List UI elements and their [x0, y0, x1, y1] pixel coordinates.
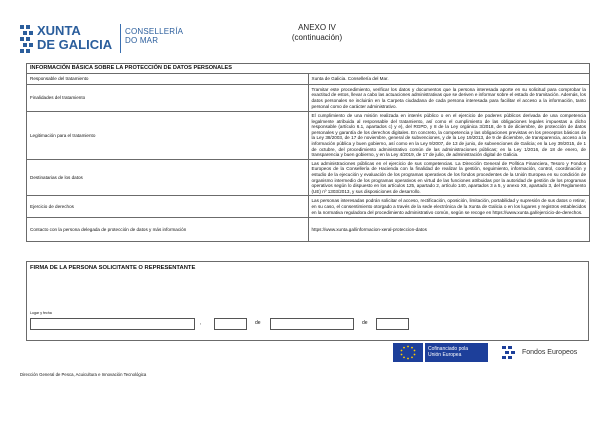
logo-divider	[120, 24, 121, 53]
xunta-logo	[20, 23, 120, 55]
de-separator: de	[255, 320, 261, 326]
row-label: Responsable del tratamiento	[27, 74, 309, 85]
eu-flag-icon	[393, 343, 423, 362]
month-input[interactable]	[270, 318, 354, 330]
day-input[interactable]	[214, 318, 247, 330]
row-label: Destinatarias de los datos	[27, 159, 309, 196]
de-separator: de	[362, 320, 368, 326]
table-row	[27, 196, 590, 218]
table-row	[27, 85, 590, 112]
eu-line1: Cofinanciado pola	[428, 346, 469, 352]
fondos-emblem-icon	[500, 343, 520, 362]
eu-cofinancing-logo	[393, 343, 488, 362]
row-value[interactable]: https://www.xunta.gal/informacion-xeral-proteccion-datos	[308, 218, 590, 242]
table-row	[27, 74, 590, 85]
place-date-label: Lugar y fecha	[30, 311, 52, 315]
table-title: INFORMACIÓN BÁSICA SOBRE LA PROTECCIÓN DE DATOS PERSONALES	[27, 64, 590, 74]
direction-footer: Dirección General de Pesca, Acuicultura e Innovación Tecnológica	[20, 372, 147, 377]
logo-line2: DE GALICIA	[37, 37, 113, 52]
eu-line2: Unión Europea	[428, 352, 462, 358]
row-value: El cumplimiento de una misión realizada en interés público o en el ejercicio de poderes públicos derivada de una competencia legalmente atribuida al responsable del tratamiento, así como el cumplimiento de las obligaciones legales impuestas a dicho responsable (artículo 6.1, apartados c) y e), del RGPD, y 8 de la Ley orgánica 3/2018, de 5 de diciembre, de protección de datos personales y garantía de los derechos digitales. En concreto, la competencia y las obligaciones previstas en los preceptos básicos de la Ley 38/2003, de 17 de noviembre, general de subvenciones, y de la Ley 19/2013, de 9 de diciembre, de transparencia, acceso a la información pública y buen gobierno, así como en la Ley 9/2007, de 13 de junio, de subvenciones de Galicia; en la Ley 39/2015, de 1 de octubre, del procedimiento administrativo común de las administraciones públicas; en la Ley 1/2016, de 18 de enero, de transparencia y buen gobierno, y en la Ley 4/2019, de 17 de julio, de administración digital de Galicia.	[308, 112, 590, 160]
year-input[interactable]	[376, 318, 409, 330]
row-value: Xunta de Galicia. Consellería del Mar.	[308, 74, 590, 85]
department-name	[125, 27, 183, 45]
dept-line2: DO MAR	[125, 36, 159, 45]
row-value: Tramitar este procedimiento, verificar los datos y documentos que la persona interesada aporte en su solicitud para comprobar la exactitud de estos, llevar a cabo las actuaciones administrativas que se deriven e informar sobre el estado de tramitación. Además, los datos personales se incluirán en la Carpeta ciudadana de cada persona interesada para facilitar el acceso a la información, tanto personal como de carácter administrativo.	[308, 85, 590, 112]
table-row	[27, 218, 590, 242]
comma-separator: ,	[200, 320, 202, 326]
row-label: Contacto con la persona delegada de protección de datos y más información	[27, 218, 309, 242]
row-value: Las administraciones públicas en el ejercicio de sus competencias. La Dirección General de Política Financiera, Tesoro y Fondos Europeos de la Consellería de Hacienda con la finalidad de realizar la gestión, seguimiento, información, control, coordinación y estudio de la ejecución y evaluación de los programas operativos de los fondos procedentes de la Unión Europea en su condición de organismo intermedio de los programas operativos en virtud de las funciones atribuidas por la autoridad de gestión de los programas operativos según lo dispuesto en los artículos 125, apartado 2, artículo 140, apartados 3 a 5, y anexo XII, apartado 3, del Reglamento (UE) nº 1303/2013, y sus disposiciones de desarrollo.	[308, 159, 590, 196]
table-row	[27, 159, 590, 196]
row-label: Legitimación para el tratamiento	[27, 112, 309, 160]
dept-line1: CONSELLERÍA	[125, 27, 184, 36]
data-protection-table	[26, 63, 590, 242]
row-label: Finalidades del tratamiento	[27, 85, 309, 112]
annex-heading	[262, 23, 372, 43]
table-row	[27, 112, 590, 160]
row-label: Ejercicio de derechos	[27, 196, 309, 218]
eu-label-bg	[425, 343, 488, 362]
table-header-row	[27, 64, 590, 74]
fondos-europeos-logo	[500, 343, 590, 362]
signature-title: FIRMA DE LA PERSONA SOLICITANTE O REPRESENTANTE	[30, 265, 196, 271]
row-value: Las personas interesadas podrán solicitar el acceso, rectificación, oposición, limitación, portabilidad y supresión de sus datos o retirar, en su caso, el consentimiento otorgado a través de la sede electrónica de la Xunta de Galicia o en los lugares y registros establecidos en la normativa reguladora del procedimiento administrativo común, según se recoge en https://www.xunta.gal/ejercicio-de-derechos.	[308, 196, 590, 218]
annex-subtitle: (continuación)	[291, 33, 343, 42]
annex-title: ANEXO IV	[298, 23, 336, 32]
fondos-label: Fondos Europeos	[522, 349, 578, 356]
place-input[interactable]	[30, 318, 195, 330]
logo-line1: XUNTA	[37, 23, 81, 38]
